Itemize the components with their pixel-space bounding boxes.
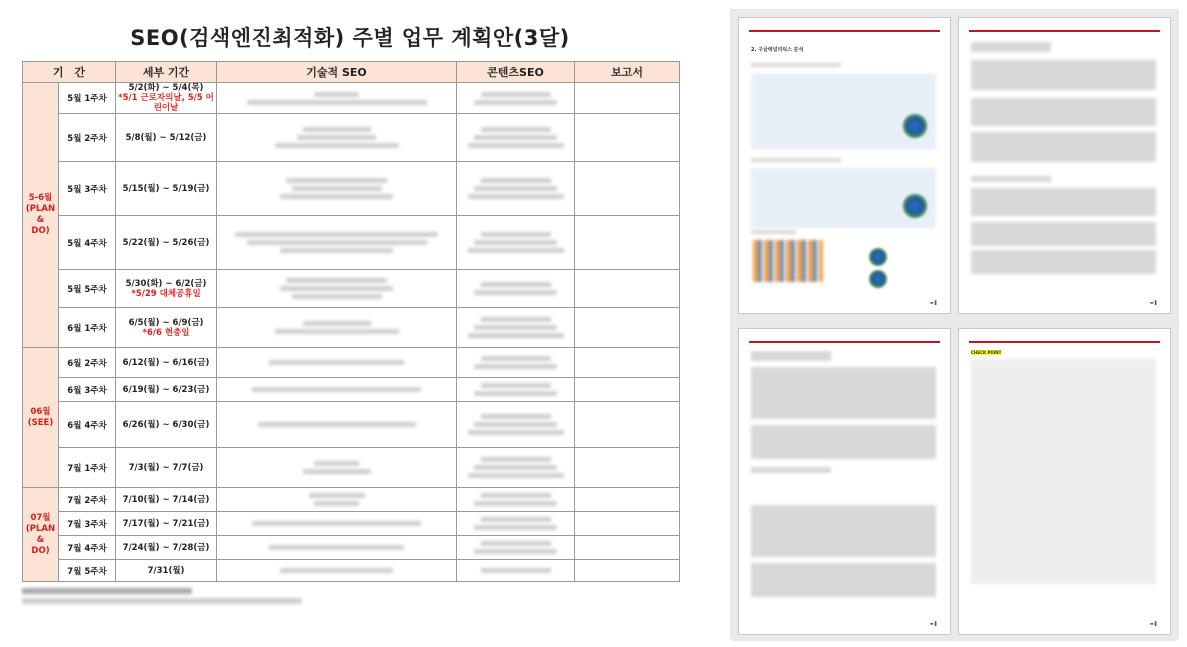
table-row: [23, 536, 680, 560]
week-cell: 6월 3주차: [59, 378, 116, 402]
technical-seo-cell: [217, 348, 457, 378]
table-row: [23, 216, 680, 270]
date-range: 7/3(월) ~ 7/7(금): [128, 462, 204, 473]
holiday-note: *5/1 근로자의날, 5/5 어린이날: [118, 93, 214, 113]
week-cell: 5월 2주차: [59, 114, 116, 162]
month-group-label: 07월 (PLAN & DO): [23, 488, 59, 582]
date-range: 6/19(월) ~ 6/23(금): [122, 384, 210, 395]
date-range: 6/12(월) ~ 6/16(금): [122, 357, 210, 368]
content-seo-cell: [457, 378, 575, 402]
date-cell: [116, 488, 217, 512]
report-cell: [575, 378, 680, 402]
table-row: [23, 488, 680, 512]
report-cell: [575, 488, 680, 512]
date-range: 7/31(월): [147, 565, 185, 576]
date-cell: [116, 378, 217, 402]
content-seo-cell: [457, 560, 575, 582]
technical-seo-cell: [217, 560, 457, 582]
date-cell: [116, 308, 217, 348]
report-cell: [575, 162, 680, 216]
table-row: [23, 560, 680, 582]
col-header-period: 기 간: [23, 62, 116, 83]
technical-seo-cell: [217, 488, 457, 512]
date-range: 5/2(화) ~ 5/4(목): [128, 83, 204, 93]
week-cell: 7월 4주차: [59, 536, 116, 560]
technical-seo-cell: [217, 83, 457, 114]
report-cell: [575, 216, 680, 270]
date-range: 5/8(월) ~ 5/12(금): [125, 132, 207, 143]
technical-seo-cell: [217, 512, 457, 536]
content-seo-cell: [457, 402, 575, 448]
date-range: 6/26(월) ~ 6/30(금): [122, 419, 210, 430]
blurred-footnote: [22, 584, 302, 608]
week-cell: 7월 3주차: [59, 512, 116, 536]
technical-seo-cell: [217, 402, 457, 448]
table-row: [23, 448, 680, 488]
date-range: 7/17(월) ~ 7/21(금): [122, 518, 210, 529]
week-cell: 6월 2주차: [59, 348, 116, 378]
content-seo-cell: [457, 216, 575, 270]
content-seo-cell: [457, 114, 575, 162]
report-cell: [575, 270, 680, 308]
content-seo-cell: [457, 162, 575, 216]
content-seo-cell: [457, 308, 575, 348]
weekly-plan-table: [22, 61, 680, 582]
content-seo-cell: [457, 348, 575, 378]
doc-page-3[interactable]: ▬ ▌: [738, 328, 951, 635]
doc-page-4[interactable]: CHECK POINT ▬ ▌: [958, 328, 1171, 635]
table-row: [23, 83, 680, 114]
week-cell: 7월 2주차: [59, 488, 116, 512]
table-row: [23, 270, 680, 308]
date-cell: [116, 348, 217, 378]
date-cell: [116, 512, 217, 536]
date-cell: [116, 402, 217, 448]
month-group-label: 06월 (SEE): [23, 348, 59, 488]
content-seo-cell: [457, 512, 575, 536]
col-header-content-seo: 콘텐츠SEO: [457, 62, 575, 83]
table-row: [23, 348, 680, 378]
content-seo-cell: [457, 270, 575, 308]
date-cell: [116, 536, 217, 560]
table-row: [23, 308, 680, 348]
doc-page-1[interactable]: 2. 구글애널리틱스 분석 ▬ ▌: [738, 17, 951, 314]
table-row: [23, 162, 680, 216]
week-cell: 6월 1주차: [59, 308, 116, 348]
content-seo-cell: [457, 536, 575, 560]
report-cell: [575, 348, 680, 378]
col-header-report: 보고서: [575, 62, 680, 83]
col-header-technical-seo: 기술적 SEO: [217, 62, 457, 83]
technical-seo-cell: [217, 162, 457, 216]
technical-seo-cell: [217, 448, 457, 488]
table-row: [23, 114, 680, 162]
doc-page-2[interactable]: ▬ ▌: [958, 17, 1171, 314]
report-cell: [575, 114, 680, 162]
date-cell: [116, 162, 217, 216]
technical-seo-cell: [217, 270, 457, 308]
date-range: 5/15(월) ~ 5/19(금): [122, 183, 210, 194]
content-seo-cell: [457, 448, 575, 488]
week-cell: 6월 4주차: [59, 402, 116, 448]
table-row: [23, 402, 680, 448]
holiday-note: *6/6 현충일: [142, 327, 190, 338]
date-range: 7/10(월) ~ 7/14(금): [122, 494, 210, 505]
report-cell: [575, 512, 680, 536]
col-header-detail-period: 세부 기간: [116, 62, 217, 83]
technical-seo-cell: [217, 216, 457, 270]
date-cell: [116, 83, 217, 114]
content-seo-cell: [457, 488, 575, 512]
report-cell: [575, 308, 680, 348]
technical-seo-cell: [217, 536, 457, 560]
date-range: 5/22(월) ~ 5/26(금): [122, 237, 210, 248]
technical-seo-cell: [217, 378, 457, 402]
week-cell: 5월 5주차: [59, 270, 116, 308]
date-range: 7/24(월) ~ 7/28(금): [122, 542, 210, 553]
date-cell: [116, 448, 217, 488]
date-cell: [116, 114, 217, 162]
week-cell: 5월 3주차: [59, 162, 116, 216]
week-cell: 7월 1주차: [59, 448, 116, 488]
report-cell: [575, 83, 680, 114]
check-point-label: CHECK POINT: [971, 350, 1002, 355]
week-cell: 5월 4주차: [59, 216, 116, 270]
table-header: [23, 62, 680, 83]
content-seo-cell: [457, 83, 575, 114]
technical-seo-cell: [217, 308, 457, 348]
technical-seo-cell: [217, 114, 457, 162]
table-row: [23, 512, 680, 536]
date-cell: [116, 560, 217, 582]
date-cell: [116, 270, 217, 308]
page-heading: 2. 구글애널리틱스 분석: [751, 47, 804, 53]
date-cell: [116, 216, 217, 270]
week-cell: 5월 1주차: [59, 83, 116, 114]
table-row: [23, 378, 680, 402]
holiday-note: *5/29 대체공휴일: [131, 288, 201, 299]
report-cell: [575, 448, 680, 488]
date-range: 5/30(화) ~ 6/2(금): [125, 278, 207, 289]
date-range: 6/5(월) ~ 6/9(금): [128, 317, 204, 328]
page-title: SEO(검색엔진최적화) 주별 업무 계획안(3달): [130, 26, 570, 50]
report-cell: [575, 560, 680, 582]
week-cell: 7월 5주차: [59, 560, 116, 582]
report-cell: [575, 402, 680, 448]
month-group-label: 5-6월 (PLAN & DO): [23, 83, 59, 348]
report-cell: [575, 536, 680, 560]
